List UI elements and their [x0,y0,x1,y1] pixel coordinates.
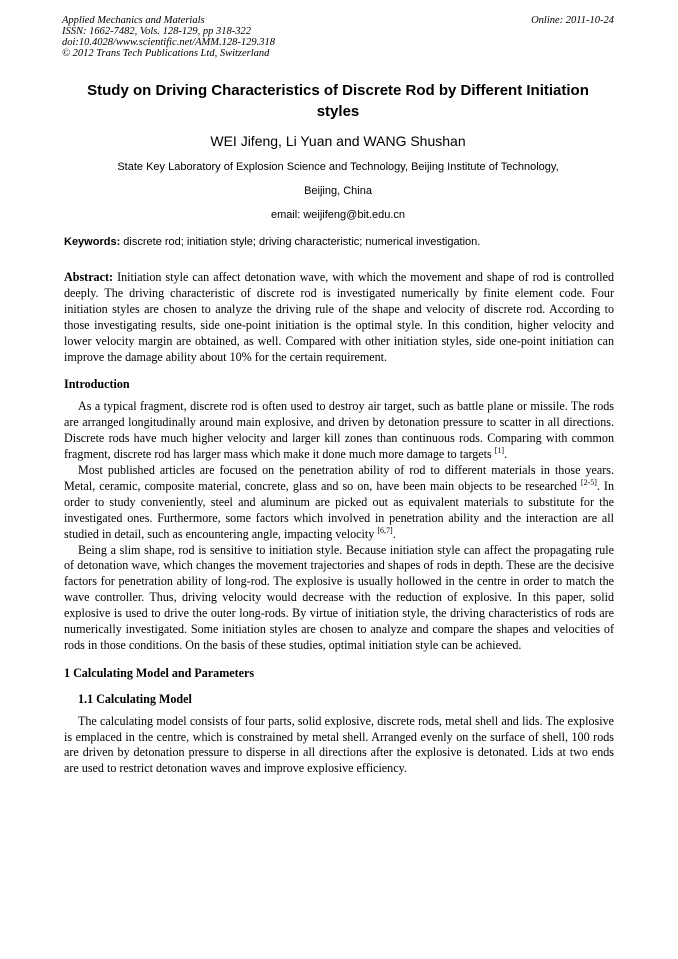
intro-paragraph-2 [64,463,614,543]
affiliation-line-2: Beijing, China [304,185,372,197]
intro-paragraph-1 [64,399,614,463]
title-line-2: styles [316,103,360,120]
affiliation [62,155,614,227]
abstract-text: Initiation style can affect detonation wave, with which the movement and shape of rod is controlled deeply. The driving characteristic of discrete rod is investigated numerically by finite element code. Four initiation styles are chosen to analyze the driving rule of the shape and velocity of discrete rod. According to those investigating results, side one-point initiation is the optimal style. In this condition, higher velocity and lower velocity margin are obtained, as well. Compared with other initiation styles, side one-point initiation can improve the damage ability about 10% for the certain requirement. [64,270,614,364]
doi-line: doi:10.4028/www.scientific.net/AMM.128-129.318 [62,37,275,48]
intro-p2-text-b: . In order to study conveniently, steel and aluminum are picked out as equivalent materials to substitute for the investigated ones. Furthermore, some factors which involved in penetration ability and the interaction are all studied in detail, such as encountering angle, impacting velocity [64,478,614,541]
citation-1: [1] [494,446,505,456]
affiliation-line-1: State Key Laboratory of Explosion Science and Technology, Beijing Institute of Technology, [117,161,559,173]
journal-name: Applied Mechanics and Materials [62,15,205,26]
author-list: WEI Jifeng, Li Yuan and WANG Shushan [210,133,466,149]
section-1-1-paragraph: The calculating model consists of four parts, solid explosive, discrete rods, metal shell and lids. The explosive is emplaced in the centre, which is constrained by metal shell. Arranged evenly on the surface of shell, 100 rods are driven by detonation pressure to disperse in all directions after the explosive is detonated. Lids at two ends are used to restrict detonation waves and improve explosive efficiency. [64,713,614,776]
section-1-1-heading: 1.1 Calculating Model [78,691,192,706]
copyright-line: © 2012 Trans Tech Publications Ltd, Switzerland [62,48,270,59]
introduction-heading: Introduction [64,377,130,392]
intro-p2-end: . [392,526,396,541]
intro-p1-text: As a typical fragment, discrete rod is often used to destroy air target, such as battle plane or missile. The rods are arranged longitudinally around main explosive, and driven by detonation pressure to scatter in all directions. Discrete rods have much higher velocity and larger kill zones than continuous rods. Comparing with common fragment, discrete rod has larger mass which make it done much more damage to targets [64,399,614,462]
title-line-1: Study on Driving Characteristics of Discrete Rod by Different Initiation [87,82,589,99]
section-1-heading: 1 Calculating Model and Parameters [64,665,255,680]
citation-6-7: [6,7] [377,525,393,535]
citation-2-5: [2-5] [580,477,597,487]
intro-paragraph-3: Being a slim shape, rod is sensitive to initiation style. Because initiation style can affect the propagating rule of detonation wave, which changes the movement trajectories and shapes of rods in depth. These are the decisive factors for penetration ability of long-rod. The explosive is usually hollowed in the centre in order to match the wave controller. Thus, driving velocity would decrease with the reduction of explosive. In this paper, solid explosive is used to drive the outer long-rods. By virtue of initiation style, the driving characteristics of rods are numerically investigated. Some initiation styles are chosen to analyze and compare the shapes and velocities of rods in those conditions. On the basis of these studies, optimal initiation style can be achieved. [64,542,614,652]
keywords-text: discrete rod; initiation style; driving characteristic; numerical investigation. [120,236,481,248]
keywords-label: Keywords: [64,236,121,248]
paper-title [62,80,614,122]
author-email: email: weijifeng@bit.edu.cn [270,209,406,221]
journal-header [62,15,275,59]
paper-body [64,270,614,777]
intro-p1-end: . [504,447,508,462]
keywords [64,235,614,249]
abstract-label: Abstract: [64,270,114,284]
abstract [64,270,614,365]
intro-p2-text-a: Most published articles are focused on the penetration ability of rod to different materials in those years. Metal, ceramic, composite material, concrete, glass and so on, have been main objects to be researched [64,462,614,493]
online-date: Online: 2011-10-24 [531,15,614,26]
issn-line: ISSN: 1662-7482, Vols. 128-129, pp 318-322 [62,26,251,37]
